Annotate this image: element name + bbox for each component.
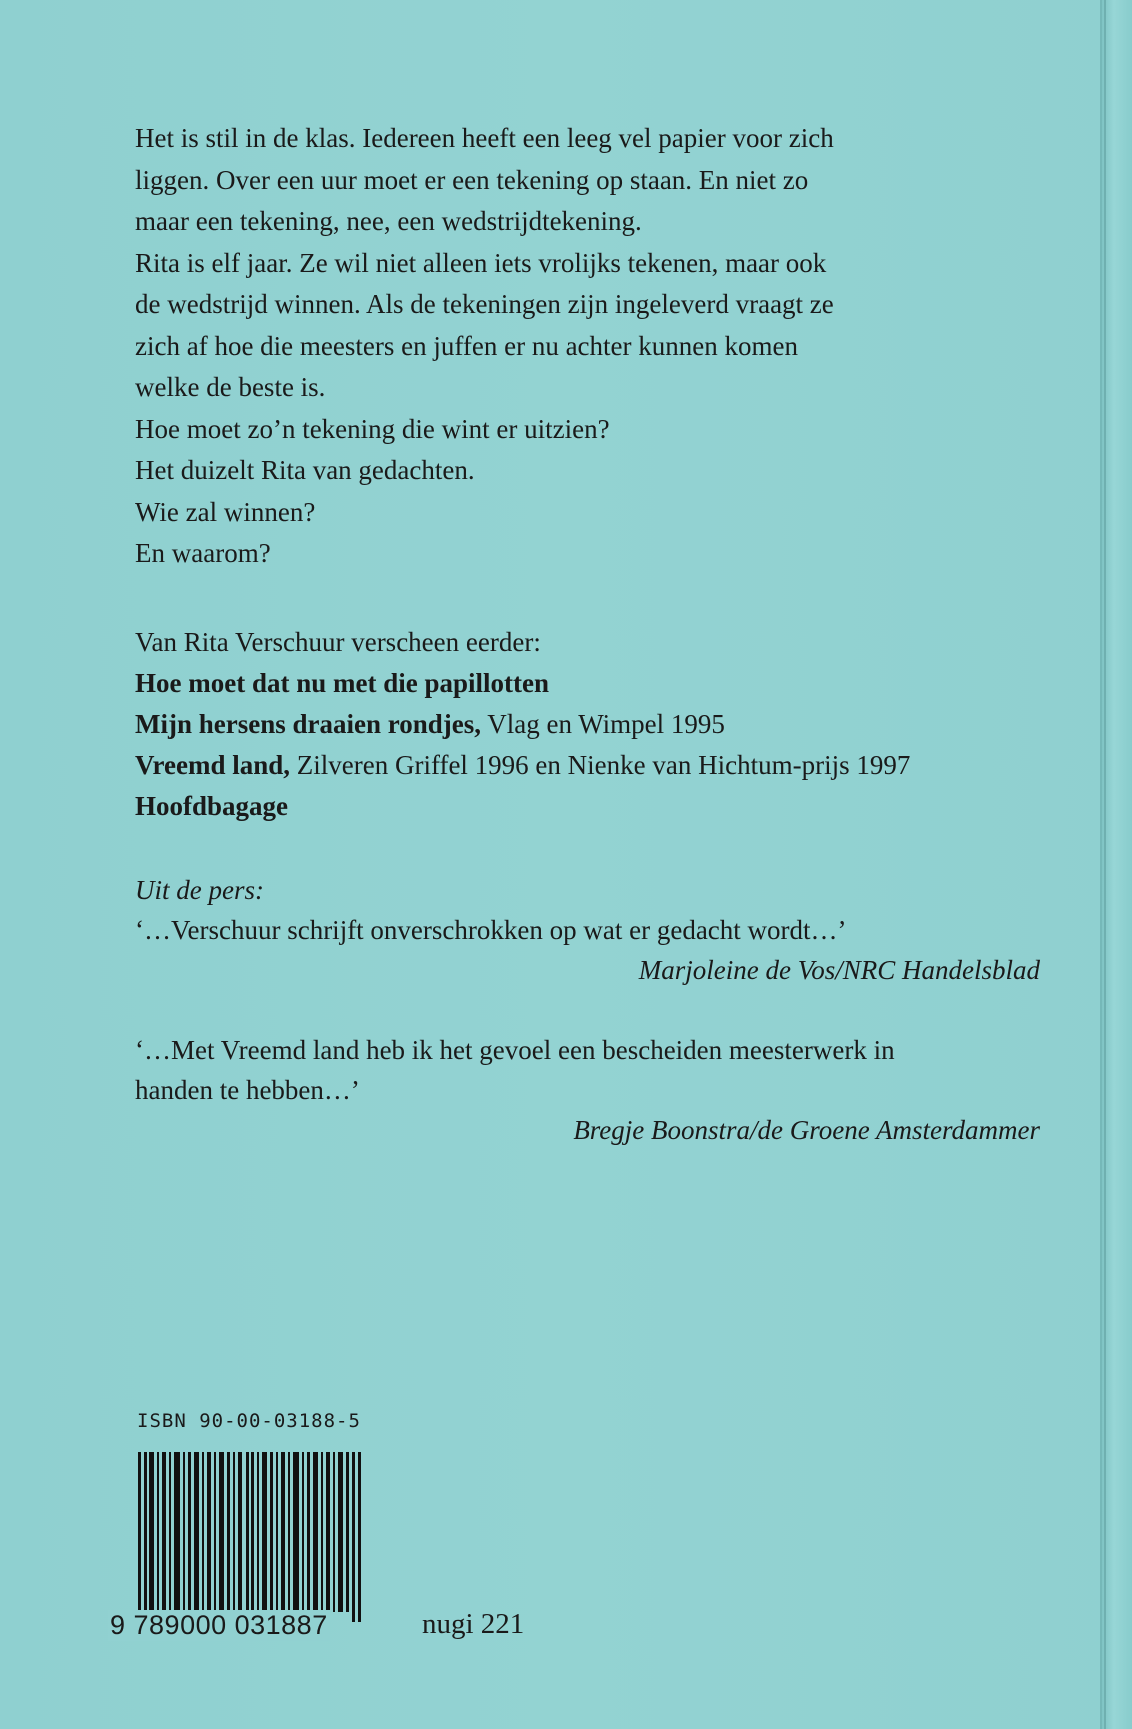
blurb-line: welke de beste is. — [135, 372, 326, 402]
blurb-line: zich af hoe die meesters en juffen er nu achter kunnen komen — [135, 330, 798, 361]
blurb-line: En waarom? — [135, 538, 271, 568]
blurb-line: liggen. Over een uur moet er een tekening op staan. En niet zo — [135, 164, 809, 195]
quote-source: Marjoleine de Vos/NRC Handelsblad — [638, 955, 1040, 985]
blurb-text — [135, 118, 1065, 575]
blurb-line: de wedstrijd winnen. Als de tekeningen zijn ingeleverd vraagt ze — [135, 289, 834, 319]
press-quotes — [135, 870, 1040, 1150]
quote-line: handen te hebben…’ — [135, 1075, 360, 1105]
blurb-line: maar een tekening, nee, een wedstrijdtekening. — [135, 206, 642, 236]
work-award: Vlag en Wimpel 1995 — [487, 709, 725, 739]
blurb-line: Hoe moet zo’n tekening die wint er uitzien? — [135, 413, 610, 444]
barcode-image — [138, 1452, 366, 1622]
barcode-digits: 9 789000 031887 — [110, 1610, 328, 1640]
work-award: Zilveren Griffel 1996 en Nienke van Hichtum-prijs 1997 — [296, 750, 911, 780]
blurb-line: Het is stil in de klas. Iedereen heeft een leeg vel papier voor zich — [135, 123, 834, 153]
work-item — [135, 786, 1065, 827]
work-item — [135, 745, 1065, 786]
blurb-line: Rita is elf jaar. Ze wil niet alleen iets vrolijks tekenen, maar ook — [135, 247, 827, 278]
press-heading: Uit de pers: — [135, 875, 264, 905]
quote-source: Bregje Boonstra/de Groene Amsterdammer — [573, 1115, 1040, 1145]
work-item — [135, 704, 1065, 745]
blurb-line: Het duizelt Rita van gedachten. — [135, 455, 475, 485]
quote-line: ‘…Met Vreemd land heb ik het gevoel een bescheiden meesterwerk in — [135, 1035, 895, 1065]
work-title: Vreemd land, — [135, 750, 290, 780]
work-item — [135, 663, 1065, 704]
isbn-number: ISBN 90-00-03188-5 — [137, 1410, 361, 1432]
quote-line: ‘…Verschuur schrijft onverschrokken op wat er gedacht wordt…’ — [135, 915, 847, 945]
previous-works-intro: Van Rita Verschuur verscheen eerder: — [135, 627, 541, 657]
work-title: Mijn hersens draaien rondjes, — [135, 709, 482, 739]
work-title: Hoofdbagage — [135, 791, 289, 821]
work-title: Hoe moet dat nu met die papillotten — [135, 668, 549, 698]
previous-works — [135, 622, 1065, 827]
spine-hinge — [1104, 0, 1106, 1729]
nugi-code: nugi 221 — [422, 1608, 525, 1640]
blurb-line: Wie zal winnen? — [135, 496, 316, 527]
